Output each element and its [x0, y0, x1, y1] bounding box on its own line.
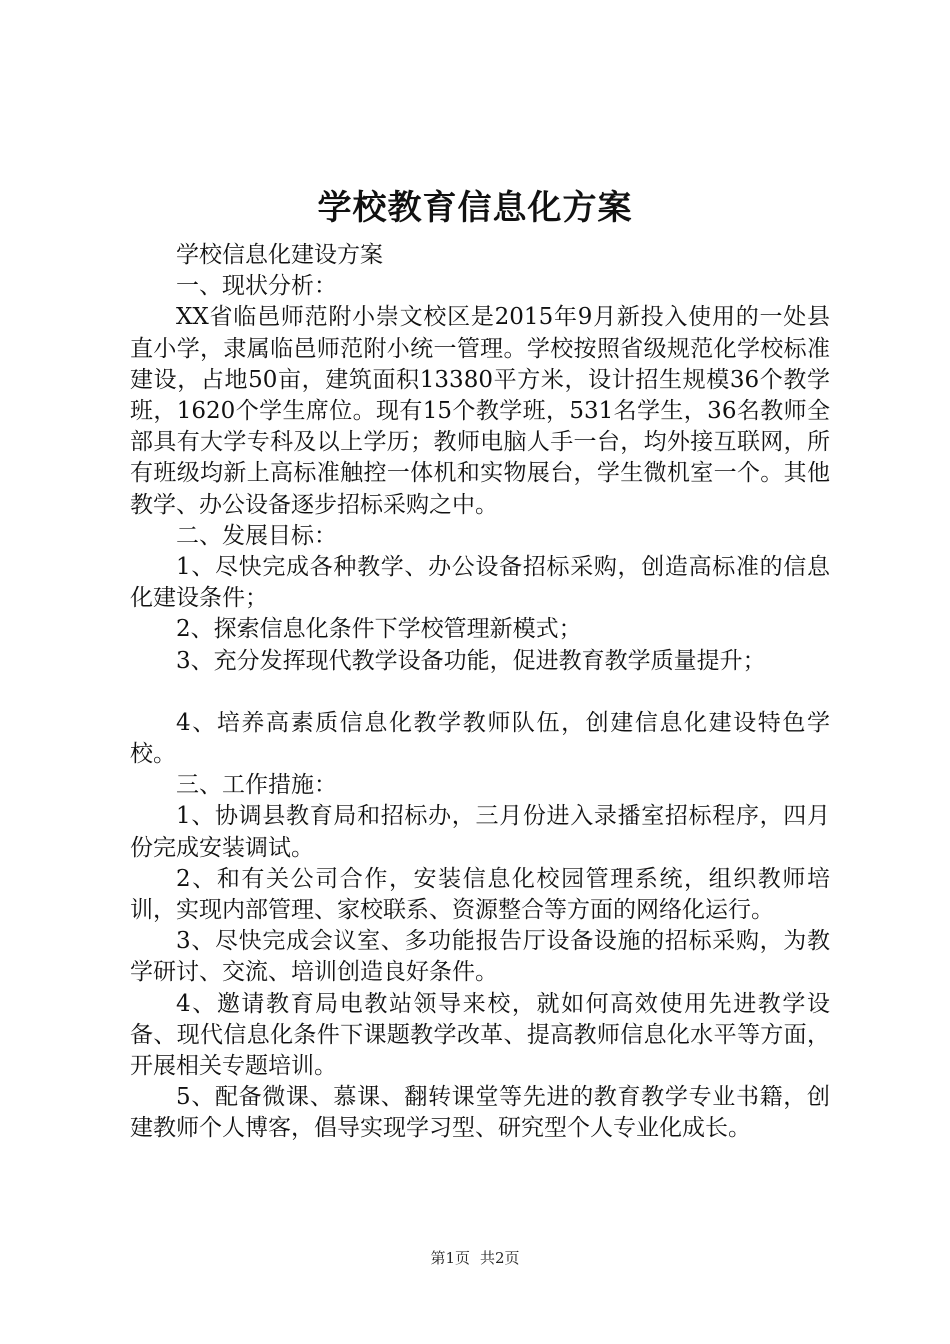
- section-heading-measures: 三、工作措施：: [176, 772, 337, 799]
- paragraph-status: XX省临邑师范附小崇文校区是2015年9月新投入使用的一处县直小学，隶属临邑师范附小统一管理。学校按照省级规范化学校标准建设，占地50亩，建筑面积13380平方米，设计招生规模36个教学班，1620个学生席位。现有15个教学班，531名学生，36名教师全部具有大学专科及以上学历；教师电脑人手一台，均外接互联网，所有班级均新上高标准触控一体机和实物展台，学生微机室一个。其他教学、办公设备逐步招标采购之中。: [130, 304, 830, 518]
- section-heading-status: 一、现状分析：: [176, 273, 337, 300]
- paragraph-measure-2: 2、和有关公司合作，安装信息化校园管理系统，组织教师培训，实现内部管理、家校联系、资源整合等方面的网络化运行。: [130, 865, 830, 924]
- paragraph-goal-4: 4、培养高素质信息化教学教师队伍，创建信息化建设特色学校。: [130, 709, 830, 768]
- paragraph-measure-5: 5、配备微课、慕课、翻转课堂等先进的教育教学专业书籍，创建教师个人博客，倡导实现学习型、研究型个人专业化成长。: [130, 1084, 830, 1142]
- page-number-total: 共2页: [480, 1249, 520, 1267]
- document-body: [130, 240, 830, 1145]
- paragraph-measure-1: 1、协调县教育局和招标办，三月份进入录播室招标程序，四月份完成安装调试。: [130, 803, 830, 861]
- paragraph-subtitle: 学校信息化建设方案: [176, 242, 383, 268]
- page-footer: [0, 1248, 950, 1268]
- page-number-current: 第1页: [430, 1249, 470, 1267]
- paragraph-goal-1: 1、尽快完成各种教学、办公设备招标采购，创造高标准的信息化建设条件；: [130, 554, 830, 612]
- document-title: 学校教育信息化方案: [317, 188, 633, 228]
- paragraph-goal-2: 2、探索信息化条件下学校管理新模式；: [176, 616, 582, 643]
- paragraph-measure-3: 3、尽快完成会议室、多功能报告厅设备设施的招标采购，为教学研讨、交流、培训创造良好条件。: [130, 928, 830, 986]
- paragraph-measure-4: 4、邀请教育局电教站领导来校，就如何高效使用先进教学设备、现代信息化条件下课题教学改革、提高教师信息化水平等方面，开展相关专题培训。: [130, 990, 830, 1080]
- section-heading-goals: 二、发展目标：: [176, 522, 337, 549]
- paragraph-goal-3: 3、充分发挥现代教学设备功能，促进教育教学质量提升；: [176, 647, 766, 674]
